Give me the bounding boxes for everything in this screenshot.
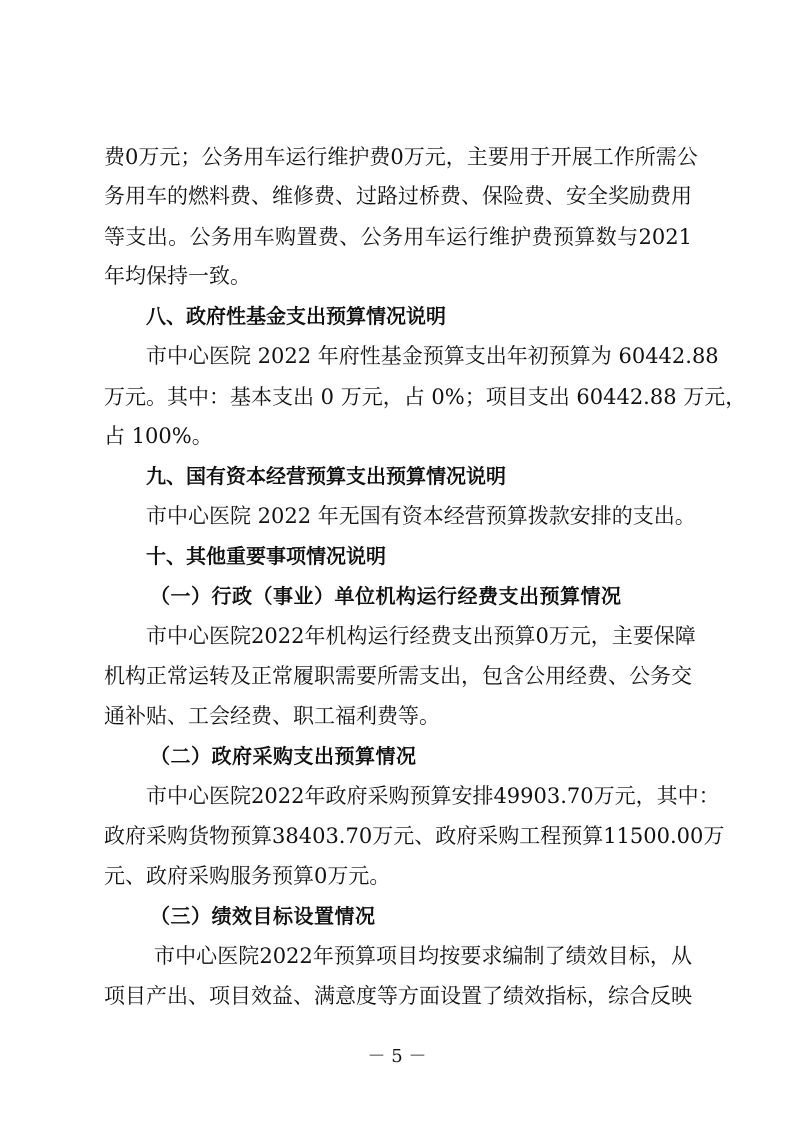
paragraph-line: 万元。其中：基本支出 0 万元，占 0%；项目支出 60442.88 万元， — [104, 385, 747, 409]
paragraph-line: 市中心医院 2022 年府性基金预算支出年初预算为 60442.88 — [146, 344, 719, 368]
section-heading-9: 九、国有资本经营预算支出预算情况说明 — [146, 464, 506, 488]
section-heading-10: 十、其他重要事项情况说明 — [146, 544, 386, 568]
paragraph-line: 项目产出、项目效益、满意度等方面设置了绩效指标，综合反映 — [104, 984, 692, 1008]
page-number: － 5 － — [367, 1046, 427, 1067]
paragraph-line: 市中心医院 2022 年无国有资本经营预算拨款安排的支出。 — [146, 504, 696, 528]
paragraph-line: 政府采购货物预算38403.70万元、政府采购工程预算11500.00万 — [104, 824, 725, 848]
subsection-heading-2: （二）政府采购支出预算情况 — [150, 744, 417, 768]
paragraph-line: 务用车的燃料费、维修费、过路过桥费、保险费、安全奖励费用 — [104, 184, 692, 208]
paragraph-line: 占 100%。 — [104, 424, 213, 448]
paragraph-line: 元、政府采购服务预算0万元。 — [104, 864, 391, 888]
paragraph-line: 市中心医院2022年预算项目均按要求编制了绩效目标，从 — [154, 944, 692, 968]
paragraph-line: 年均保持一致。 — [104, 264, 251, 288]
paragraph-line: 市中心医院2022年政府采购预算安排49903.70万元，其中： — [146, 784, 720, 808]
paragraph-line: 通补贴、工会经费、职工福利费等。 — [104, 704, 440, 728]
subsection-heading-3: （三）绩效目标设置情况 — [150, 904, 376, 928]
section-heading-8: 八、政府性基金支出预算情况说明 — [146, 304, 446, 328]
paragraph-line: 等支出。公务用车购置费、公务用车运行维护费预算数与2021 — [104, 225, 692, 249]
paragraph-line: 机构正常运转及正常履职需要所需支出，包含公用经费、公务交 — [104, 664, 692, 688]
subsection-heading-1: （一）行政（事业）单位机构运行经费支出预算情况 — [150, 584, 622, 608]
paragraph-line: 市中心医院2022年机构运行经费支出预算0万元，主要保障 — [146, 624, 696, 648]
paragraph-line: 费0万元；公务用车运行维护费0万元，主要用于开展工作所需公 — [104, 145, 698, 169]
